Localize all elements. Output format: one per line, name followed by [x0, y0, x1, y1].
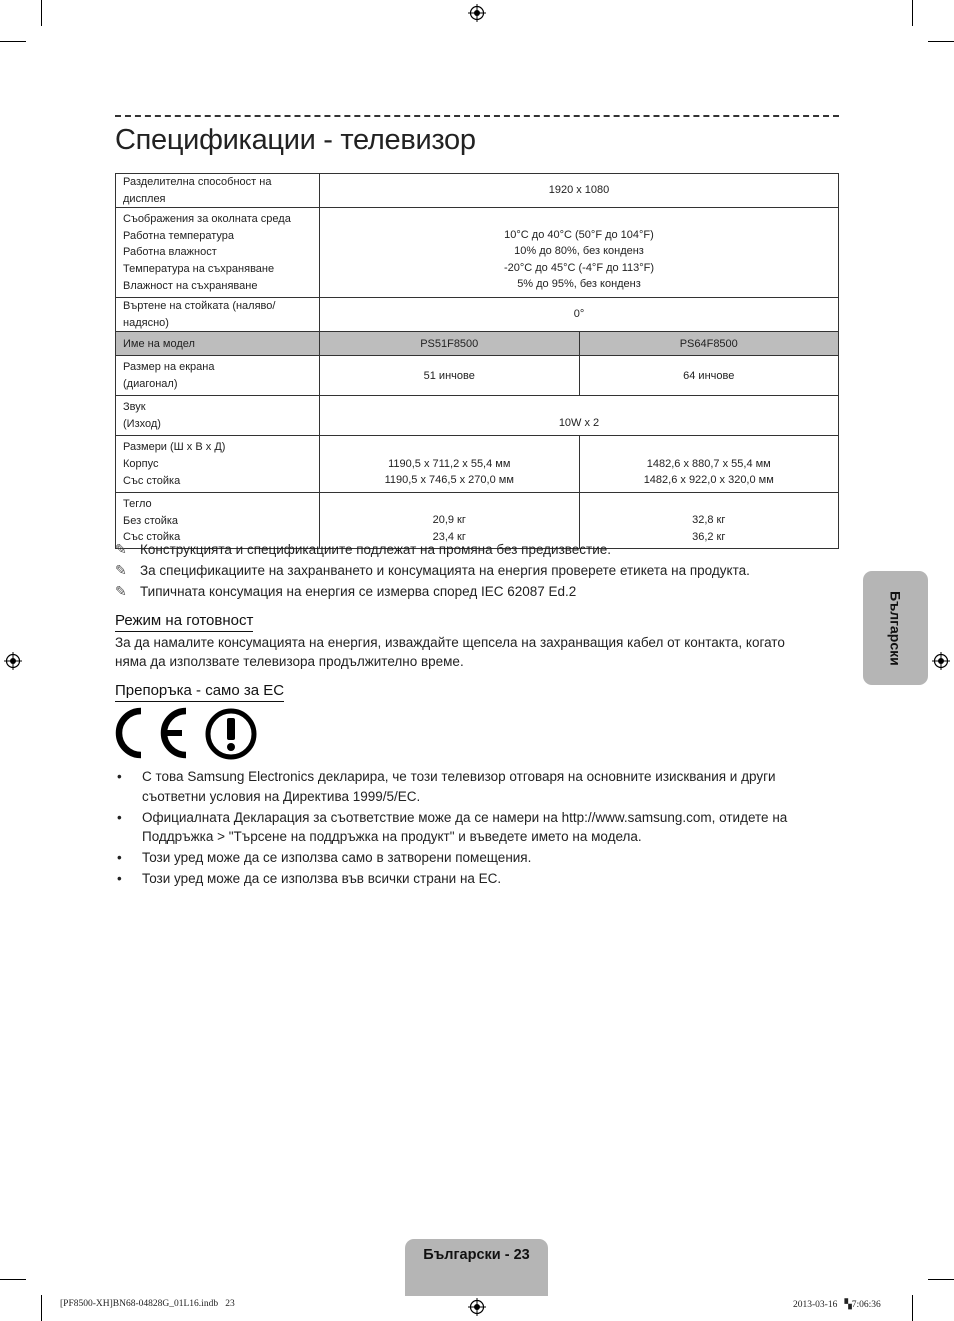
- table-row: [116, 396, 839, 436]
- row-label: [116, 396, 320, 436]
- bullet-icon: •: [117, 850, 122, 865]
- eu-bullet-list: [115, 767, 840, 890]
- row-value: [579, 436, 839, 493]
- value-line: 20,9 кг: [432, 514, 466, 527]
- crop-mark: [41, 0, 42, 26]
- list-item: [115, 808, 840, 847]
- note-item: [115, 560, 839, 581]
- crop-mark: [912, 0, 913, 26]
- table-row: [116, 298, 839, 332]
- language-side-tab: [863, 571, 928, 685]
- crop-mark: [912, 1295, 913, 1321]
- label-line: Размер на екрана: [123, 361, 215, 374]
- label-line: Влажност на съхраняване: [123, 279, 258, 292]
- note-text: Типичната консумация на енергия се измерва според IEC 62087 Ed.2: [140, 584, 577, 599]
- label-line: Съображения за околната среда: [123, 213, 291, 226]
- note-text: За спецификациите на захранването и консумацията на енергия проверете етикета на продукта.: [140, 563, 750, 578]
- label-line: Без стойка: [123, 514, 179, 527]
- value-line: 1190,5 x 746,5 x 270,0 мм: [384, 474, 514, 487]
- value-line: 5% до 95%, без конденз: [517, 278, 641, 291]
- row-value: 64 инчове: [579, 356, 839, 396]
- crop-mark: [0, 41, 26, 42]
- row-value: [320, 396, 839, 436]
- bullet-text: С това Samsung Electronics декларира, че този телевизор отговаря на основните изисквания и други съответни условия на Директива 1999/5/EC.: [142, 769, 776, 804]
- registration-mark-icon: [4, 652, 22, 670]
- value-line: 1190,5 x 711,2 x 55,4 мм: [388, 457, 511, 470]
- row-value: 1920 x 1080: [320, 174, 839, 208]
- row-label: Разделителна способност на дисплея: [116, 174, 320, 208]
- ce-mark-icon: [119, 711, 186, 755]
- label-line: Корпус: [123, 458, 159, 471]
- label-line: (Изход): [123, 417, 161, 430]
- value-line: 36,2 кг: [692, 530, 726, 543]
- row-label: Въртене на стойката (наляво/надясно): [116, 298, 320, 332]
- spec-table: [115, 173, 839, 549]
- bullet-icon: •: [117, 809, 122, 825]
- model-col1: PS51F8500: [320, 332, 580, 356]
- value-line: 23,4 кг: [432, 530, 466, 543]
- eu-heading: Препоръка - само за ЕС: [115, 682, 284, 702]
- registration-mark-icon: [468, 1298, 486, 1316]
- footer-file-info: [PF8500-XH]BN68-04828G_01L16.indb 23: [60, 1299, 235, 1309]
- note-item: [115, 581, 839, 602]
- table-row: [116, 174, 839, 208]
- row-label: [116, 356, 320, 396]
- compliance-marks: [115, 706, 260, 762]
- exclamation-circle-icon: [208, 711, 254, 757]
- value-line: 32,8 кг: [692, 514, 726, 527]
- value-line: 10W x 2: [558, 416, 600, 429]
- table-row: [116, 436, 839, 493]
- value-line: 1482,6 x 922,0 x 320,0 мм: [643, 474, 774, 487]
- registration-mark-icon: [468, 4, 486, 22]
- row-value: 51 инчове: [320, 356, 580, 396]
- list-item: [115, 767, 840, 806]
- label-line: Звук: [123, 401, 146, 414]
- row-label: [116, 436, 320, 493]
- model-col2: PS64F8500: [579, 332, 839, 356]
- standby-heading: Режим на готовност: [115, 612, 253, 632]
- title-divider: [115, 115, 839, 117]
- list-item: [115, 869, 840, 889]
- label-line: Работна температура: [123, 229, 234, 242]
- standby-text: За да намалите консумацията на енергия, изваждайте щепсела на захранващия кабел от контакта, когато няма да използвате телевизора продължително време.: [115, 635, 785, 669]
- label-line: Със стойка: [123, 531, 181, 544]
- label-line: (диагонал): [123, 377, 178, 390]
- crop-mark: [928, 41, 954, 42]
- note-text: Конструкцията и спецификациите подлежат на промяна без предизвестие.: [140, 542, 612, 557]
- row-label: [116, 208, 320, 298]
- crop-mark: [41, 1295, 42, 1321]
- bullet-text: Официалната Декларация за съответствие може да се намери на http://www.samsung.com, отидете на Поддръжка > "Търсене на поддръжка на продукт" и въведете името на модела.: [142, 809, 788, 844]
- table-row: [116, 356, 839, 396]
- label-line: Работна влажност: [123, 246, 217, 259]
- row-value: [320, 208, 839, 298]
- row-label: Име на модел: [116, 332, 320, 356]
- note-item: [115, 539, 839, 560]
- footer-timestamp: 2013-03-16 ▚7:06:36: [793, 1300, 881, 1310]
- page-title: Спецификации - телевизор: [115, 124, 476, 156]
- bullet-text: Този уред може да се използва само в затворени помещения.: [142, 850, 532, 865]
- language-label: Български: [887, 590, 904, 666]
- crop-mark: [0, 1279, 26, 1280]
- table-row-model: [116, 332, 839, 356]
- label-line: Температура на съхраняване: [123, 262, 275, 275]
- registration-mark-icon: [932, 652, 950, 670]
- bullet-icon: •: [117, 871, 122, 886]
- page-number-tab: Български - 23: [405, 1239, 548, 1296]
- bullet-text: Този уред може да се използва във всички страни на ЕС.: [142, 871, 502, 886]
- table-row: [116, 208, 839, 298]
- row-value: [320, 436, 580, 493]
- value-line: -20°C до 45°C (-4°F до 113°F): [503, 261, 655, 274]
- pencil-note-icon: ✎: [115, 583, 127, 599]
- value-line: 10°C до 40°C (50°F до 104°F): [504, 228, 654, 241]
- label-line: Размери (Ш x В x Д): [123, 441, 226, 454]
- notes-list: [115, 539, 839, 602]
- list-item: [115, 848, 840, 868]
- value-line: 1482,6 x 880,7 x 55,4 мм: [646, 457, 771, 470]
- bullet-icon: •: [117, 769, 122, 784]
- pencil-note-icon: ✎: [115, 541, 127, 557]
- label-line: Със стойка: [123, 474, 181, 487]
- value-line: 10% до 80%, без конденз: [514, 245, 644, 258]
- pencil-note-icon: ✎: [115, 562, 127, 578]
- label-line: Тегло: [123, 497, 152, 510]
- crop-mark: [928, 1279, 954, 1280]
- row-value: 0°: [320, 298, 839, 332]
